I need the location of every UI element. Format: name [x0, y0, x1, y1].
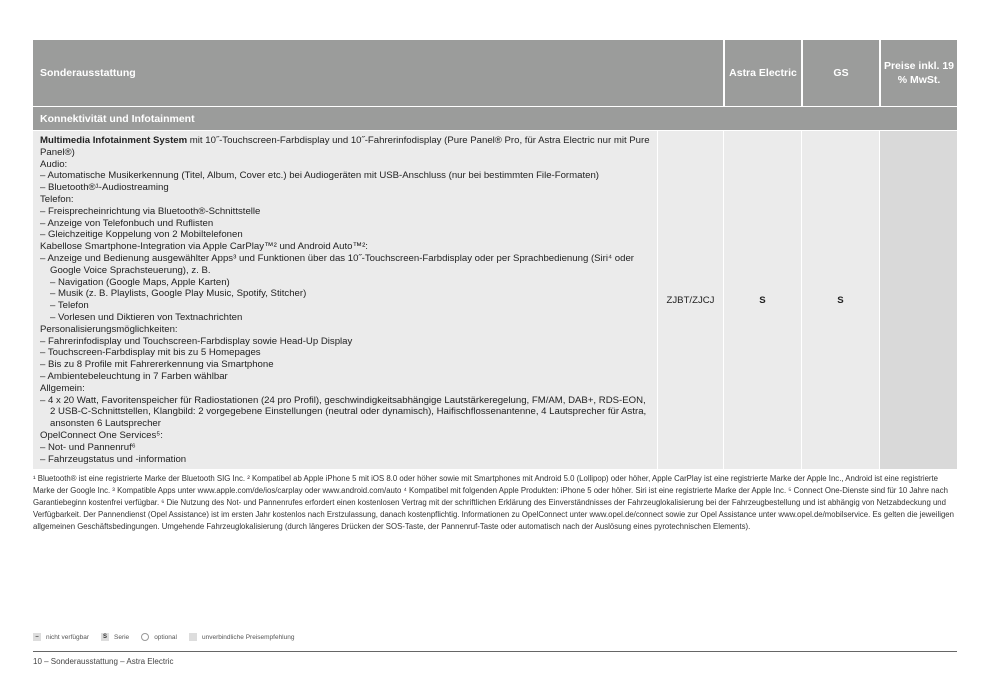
description-line: Personalisierungsmöglichkeiten:	[40, 323, 178, 335]
description-line: – Fahrzeugstatus und -information	[40, 453, 187, 465]
description-line: – Freisprecheinrichtung via Bluetooth®-Schnittstelle	[40, 205, 261, 217]
dash-symbol: –	[33, 633, 41, 641]
description-line: – Bluetooth®¹-Audiostreaming	[40, 182, 169, 194]
legend-label: optional	[154, 633, 177, 641]
option-title-rest: mit 10˝-Touchscreen-Farbdisplay und 10˝-Fahrerinfodisplay (Pure Panel® Pro, für Astra Electric nur mit Pure Panel®)	[40, 135, 650, 158]
description-line: OpelConnect One Services⁵:	[40, 429, 163, 441]
legend	[33, 633, 957, 643]
legend-not-available	[33, 633, 89, 643]
table-header	[33, 40, 957, 106]
description-line: – 4 x 20 Watt, Favoritenspeicher für Radiostationen (24 pro Profil), geschwindigkeitsabhängige Lautstärkeregelung, FM/AM, DAB+, RDS-EON, 2 USB-C-Schnittstellen, Klangbild: 2 vorgegebene Einstellungen (neutral oder dynamisch), Haifischflossenantenne, 4 Lautsprecher für Astra, ansonsten 6 Lautsprecher	[40, 394, 647, 430]
description-line: – Anzeige und Bedienung ausgewählter Apps³ und Funktionen über das 10˝-Touchscreen-Farbdisplay oder per Sprachbedienung (Siri⁴ oder Google Voice Sprachsteuerung), z. B.	[40, 252, 634, 276]
equipment-table	[33, 40, 957, 469]
description-line: – Touchscreen-Farbdisplay mit bis zu 5 Homepages	[40, 347, 261, 359]
page-footer: 10 – Sonderausstattung – Astra Electric	[33, 656, 174, 666]
astra-value: S	[723, 131, 801, 469]
description-line: Telefon:	[40, 193, 74, 205]
description-line: Audio:	[40, 158, 68, 170]
description-line: – Not- und Pannenruf⁶	[40, 441, 136, 453]
description-line: Kabellose Smartphone-Integration via Apple CarPlay™² und Android Auto™²:	[40, 241, 368, 253]
option-code: ZJBT/ZJCJ	[657, 131, 723, 469]
option-title: Multimedia Infotainment System	[40, 135, 188, 146]
header-price: Preise inkl. 19 % MwSt.	[879, 40, 957, 106]
s-symbol: S	[102, 634, 107, 641]
footer-divider	[33, 651, 957, 652]
header-option: Sonderausstattung	[40, 67, 136, 79]
description-line: – Bis zu 8 Profile mit Fahrererkennung via Smartphone	[40, 359, 274, 371]
description-line: – Musik (z. B. Playlists, Google Play Music, Spotify, Stitcher)	[50, 288, 307, 300]
description-line: – Ambientebeleuchtung in 7 Farben wählbar	[40, 370, 228, 382]
footnotes: ¹ Bluetooth® ist eine registrierte Marke der Bluetooth SIG Inc. ² Kompatibel ab Apple iPhone 5 mit iOS 8.0 oder höher sowie mit Smartphones mit Android 5.0 (Lollipop) oder höher, Apple CarPlay ist eine registrierte Marke der Apple Inc., Android ist eine registrierte Marke der Google Inc. ³ Kompatible Apps unter www.apple.com/de/ios/carplay oder www.android.com/auto ⁴ Kompatibel mit folgenden Apple Produkten: iPhone 5 oder höher. Siri ist eine registrierte Marke der Apple Inc. ⁵ Connect One-Dienste sind für 10 Jahre nach Garantiebeginn kostenfrei verfügbar. ⁶ Die Nutzung des Not- und Pannenrufes erfordert einen kostenlosen Vertrag mit der schriftlichen Erklärung des Einverständnisses der Fahrzeuglokalisierung bei der Fahrzeugbestellung und ist abhängig von Netzabdeckung und Verfügbarkeit. Der Pannendienst (Opel Assistance) ist im ersten Jahr kostenlos nach Erstzulassung, danach kostenpflichtig. Informationen zu OpelConnect unter www.opel.de/connect sowie zur Opel Assistance unter www.opel.de/mobilservice. Es gelten die jeweiligen allgemeinen Geschäftsbedingungen. Umgehende Fahrzeuglokalisierung (durch längeres Drücken der SOS-Taste, der Pannenruf-Taste oder automatisch nach der Auslösung eines pyrotechnischen Elements).	[33, 474, 954, 531]
description-line: – Navigation (Google Maps, Apple Karten)	[50, 276, 230, 288]
description-line: – Automatische Musikerkennung (Titel, Album, Cover etc.) bei Audiogeräten mit USB-Anschluss (nur bei bestimmten File-Formaten)	[40, 170, 599, 182]
legend-label: Serie	[114, 633, 130, 641]
table-row	[33, 131, 957, 469]
section-heading: Konnektivität und Infotainment	[33, 107, 957, 130]
legend-label: nicht verfügbar	[46, 633, 89, 641]
option-description	[33, 131, 657, 469]
price-cell	[879, 131, 957, 469]
header-gs: GS	[801, 40, 879, 106]
description-line: – Anzeige von Telefonbuch und Ruflisten	[40, 217, 214, 229]
gray-square-icon	[189, 633, 197, 641]
description-line: – Gleichzeitige Koppelung von 2 Mobiltelefonen	[40, 229, 243, 241]
description-line: Allgemein:	[40, 382, 85, 394]
circle-icon	[141, 633, 149, 641]
legend-optional	[141, 633, 177, 643]
legend-label: unverbindliche Preisempfehlung	[201, 633, 295, 641]
description-line: – Vorlesen und Diktieren von Textnachrichten	[50, 311, 243, 323]
header-astra: Astra Electric	[723, 40, 801, 106]
legend-standard	[101, 633, 129, 643]
description-line: – Fahrerinfodisplay und Touchscreen-Farbdisplay sowie Head-Up Display	[40, 335, 353, 347]
legend-price	[189, 633, 295, 643]
description-line: – Telefon	[50, 300, 89, 312]
gs-value: S	[801, 131, 879, 469]
